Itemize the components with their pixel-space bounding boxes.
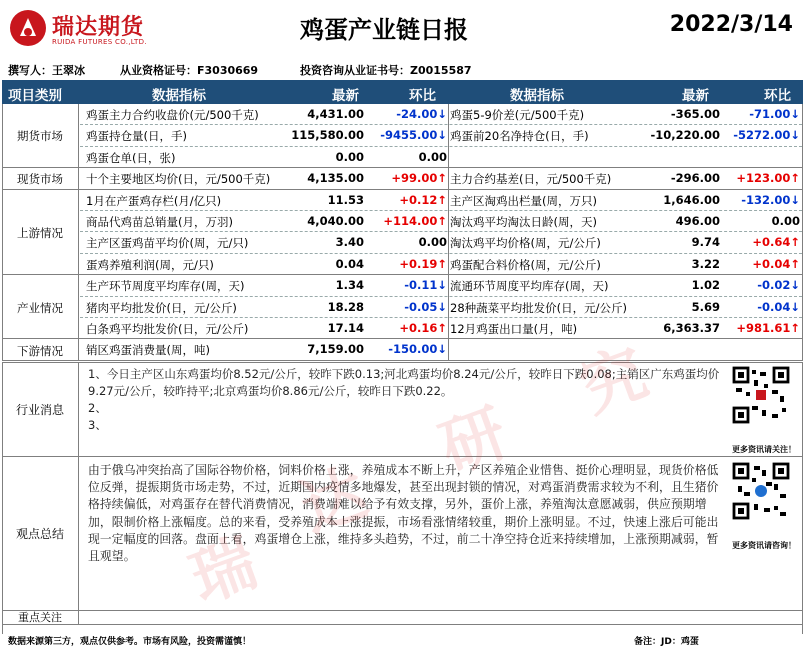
r-val-cell: -365.00 [670,107,720,121]
r-chg-cell: +0.64↑ [752,235,800,250]
view-summary-text: 由于俄乌冲突抬高了国际谷物价格，饲料价格上涨，养殖成本不断上升，产区养殖企业惜售、挺价心理明显，现货价格低位反弹，提振期货市场走势，不过，近期国内疫情多地爆发，甚至出现封锁的情况，对鸡蛋消费需求较为不利，且生猪价格持续偏低，对鸡蛋存在替代消费情况，消费端难以给予有效支撑，另外，蛋价上涨，养殖淘汰意愿减弱，供应预期增加，限制价格上涨幅度。总的来看，受养殖成本上涨提振，市场看涨情绪较重，期价上涨明显。不过，快速上涨后可能出现一定幅度的回落。盘面上看，鸡蛋增仓上涨，维持多头趋势，不过，前二十净空持仓近来持续增加，上涨预期减弱，暂且观望。 [88,463,719,564]
l-chg-cell: 0.00 [418,149,447,164]
l-val-cell: 18.28 [327,299,364,314]
table-row [2,339,803,360]
r-name-cell: 淘汰鸡平均淘汰日龄(周，天) [450,215,597,229]
category-industry: 产业情况 [17,301,63,315]
l-chg-cell: +0.12↑ [399,192,447,207]
r-val-cell: 496.00 [675,214,720,228]
column-divider [802,104,803,361]
col-category: 项目类别 [8,88,62,104]
l-val-cell: 0.00 [335,149,364,164]
l-val-cell: 115,580.00 [291,128,364,143]
l-chg-cell: +99.00↑ [391,171,447,186]
table-row [2,190,803,211]
label-divider [78,362,79,624]
divider [2,610,803,611]
l-name-cell: 蛋鸡养殖利润(周，元/只) [86,257,214,272]
r-chg-cell: -132.00↓ [741,192,800,207]
column-divider [2,104,3,361]
r-chg-cell: +123.00↑ [736,171,800,186]
l-chg-cell: -150.00↓ [388,342,447,357]
table-row [2,318,803,339]
report-date: 2022/3/14 [669,12,793,37]
l-name-cell: 1月在产蛋鸡存栏(月/亿只) [86,193,222,208]
r-val-cell: -296.00 [670,171,720,186]
l-val-cell: 11.53 [327,192,364,207]
l-val-cell: 3.40 [335,235,364,250]
r-val-cell: 9.74 [691,235,720,250]
col-indicator-2: 数据指标 [510,88,564,104]
l-chg-cell: -0.11↓ [404,278,447,293]
r-chg-cell: -5272.00↓ [733,128,800,143]
l-val-cell: 7,159.00 [307,342,364,357]
r-chg-cell: -71.00↓ [749,107,800,121]
l-name-cell: 主产区蛋鸡苗平均价(周，元/只) [86,236,249,251]
view-summary-label: 观点总结 [15,526,64,541]
r-val-cell: 5.69 [691,299,720,314]
l-name-cell: 销区鸡蛋消费量(周，吨) [86,343,210,358]
l-chg-cell: +0.16↑ [399,321,447,335]
table-header [2,80,803,104]
r-val-cell: 1,646.00 [663,192,720,207]
watermark-char: 研 [431,395,517,488]
col-change-2: 环比 [764,88,791,104]
table-row [2,147,803,168]
r-chg-cell: -0.04↓ [757,299,800,314]
table-row [2,211,803,232]
r-chg-cell: +981.61↑ [736,321,800,335]
ruida-logo-icon [8,8,48,48]
r-name-cell: 鸡蛋前20名净持仓(日，手) [450,129,589,144]
logo-text: 瑞达期货 [52,15,145,40]
category-spot: 现货市场 [17,171,63,186]
category-upstream: 上游情况 [17,225,63,240]
r-chg-cell: 0.00 [771,214,800,228]
table-row [2,125,803,146]
r-name-cell: 主力合约基差(日，元/500千克) [450,172,612,187]
row-divider [2,360,803,361]
advisor-certificate: 投资咨询从业证书号：Z0015587 [300,64,472,77]
r-chg-cell: -0.02↓ [757,278,800,293]
l-val-cell: 4,431.00 [307,107,364,121]
logo-subtext: RUIDA FUTURES CO.,LTD. [52,38,147,46]
r-val-cell: 6,363.37 [663,321,720,335]
company-logo [8,6,158,52]
l-name-cell: 生产环节周度平均库存(周，天) [86,279,245,294]
l-val-cell: 17.14 [327,321,364,335]
r-val-cell: 1.02 [691,278,720,293]
table-row [2,232,803,253]
l-name-cell: 商品代鸡苗总销量(月，万羽) [86,215,233,229]
l-chg-cell: +114.00↑ [383,214,447,228]
r-name-cell: 流通环节周度平均库存(周，天) [450,279,609,294]
l-chg-cell: -0.05↓ [404,299,447,314]
table-row [2,254,803,275]
author-line [8,62,798,78]
r-name-cell: 28种蔬菜平均批发价(日，元/公斤) [450,300,627,315]
table-row [2,104,803,125]
l-val-cell: 1.34 [335,278,364,293]
l-name-cell: 鸡蛋仓单(日，张) [86,150,176,165]
column-divider [448,104,449,361]
report-header [0,0,805,58]
disclaimer: 数据来源第三方，观点仅供参考。市场有风险，投资需谨慎！ [8,637,252,647]
table-row [2,297,803,318]
r-name-cell: 鸡蛋配合料价格(周，元/公斤) [450,257,601,272]
column-divider [78,104,79,361]
divider [2,624,803,625]
industry-news-label: 行业消息 [15,402,64,417]
footer-note: 备注：JD：鸡蛋 [634,637,699,647]
l-name-cell: 十个主要地区均价(日，元/500千克) [86,172,271,187]
l-chg-cell: -9455.00↓ [380,128,447,143]
news-item: 3、 [88,418,107,432]
l-name-cell: 鸡蛋持仓量(日，手) [86,129,187,144]
r-name-cell: 12月鸡蛋出口量(月，吨) [450,322,578,336]
qr-caption: 更多资讯请咨询！ [732,541,796,550]
l-chg-cell: -24.00↓ [396,107,447,121]
category-futures: 期货市场 [17,129,63,143]
r-name-cell: 主产区淘鸡出栏量(周，万只) [450,193,597,208]
qr-code-icon [732,462,790,520]
col-latest-2: 最新 [682,88,709,104]
qr-code-icon [732,366,790,424]
l-name-cell: 猪肉平均批发价(日，元/公斤) [86,300,237,315]
frame-right [802,362,803,634]
r-val-cell: 3.22 [691,256,720,271]
data-table [2,104,803,361]
l-val-cell: 4,135.00 [307,171,364,186]
watermark-char: 究 [571,335,657,428]
divider [2,456,803,457]
r-name-cell: 淘汰鸡平均价格(周，元/公斤) [450,236,601,251]
l-name-cell: 白条鸡平均批发价(日，元/公斤) [86,322,249,336]
table-row [2,168,803,189]
col-indicator: 数据指标 [152,88,206,104]
l-val-cell: 0.04 [335,256,364,271]
watermark-char: 瑞 [181,525,267,618]
category-downstream: 下游情况 [17,343,63,358]
col-change: 环比 [409,88,436,104]
qualification-number: 从业资格证号：F3030669 [120,64,259,77]
r-name-cell: 鸡蛋5-9价差(元/500千克) [450,108,585,122]
l-name-cell: 鸡蛋主力合约收盘价(元/500千克) [86,108,259,122]
l-val-cell: 4,040.00 [307,214,364,228]
qr-caption: 更多资讯请关注！ [732,445,796,454]
table-row [2,275,803,296]
r-val-cell: -10,220.00 [650,128,720,143]
l-chg-cell: +0.19↑ [399,256,447,271]
news-item: 1、今日主产区山东鸡蛋均价8.52元/公斤，较昨下跌0.13;河北鸡蛋均价8.24元/公斤，较昨日下跌0.08;主销区广东鸡蛋均价9.27元/公斤，较昨持平;北京鸡蛋均价8.86元/公斤，较昨日下跌0.22。 [88,367,720,398]
l-chg-cell: 0.00 [418,235,447,250]
focus-label: 重点关注 [18,611,62,624]
news-item: 2、 [88,401,107,415]
divider [2,362,803,363]
col-latest: 最新 [332,88,359,104]
r-chg-cell: +0.04↑ [752,256,800,271]
author-name: 撰写人：王翠冰 [8,64,85,77]
watermark-char: 达 [291,455,377,548]
report-title: 鸡蛋产业链日报 [300,16,468,44]
